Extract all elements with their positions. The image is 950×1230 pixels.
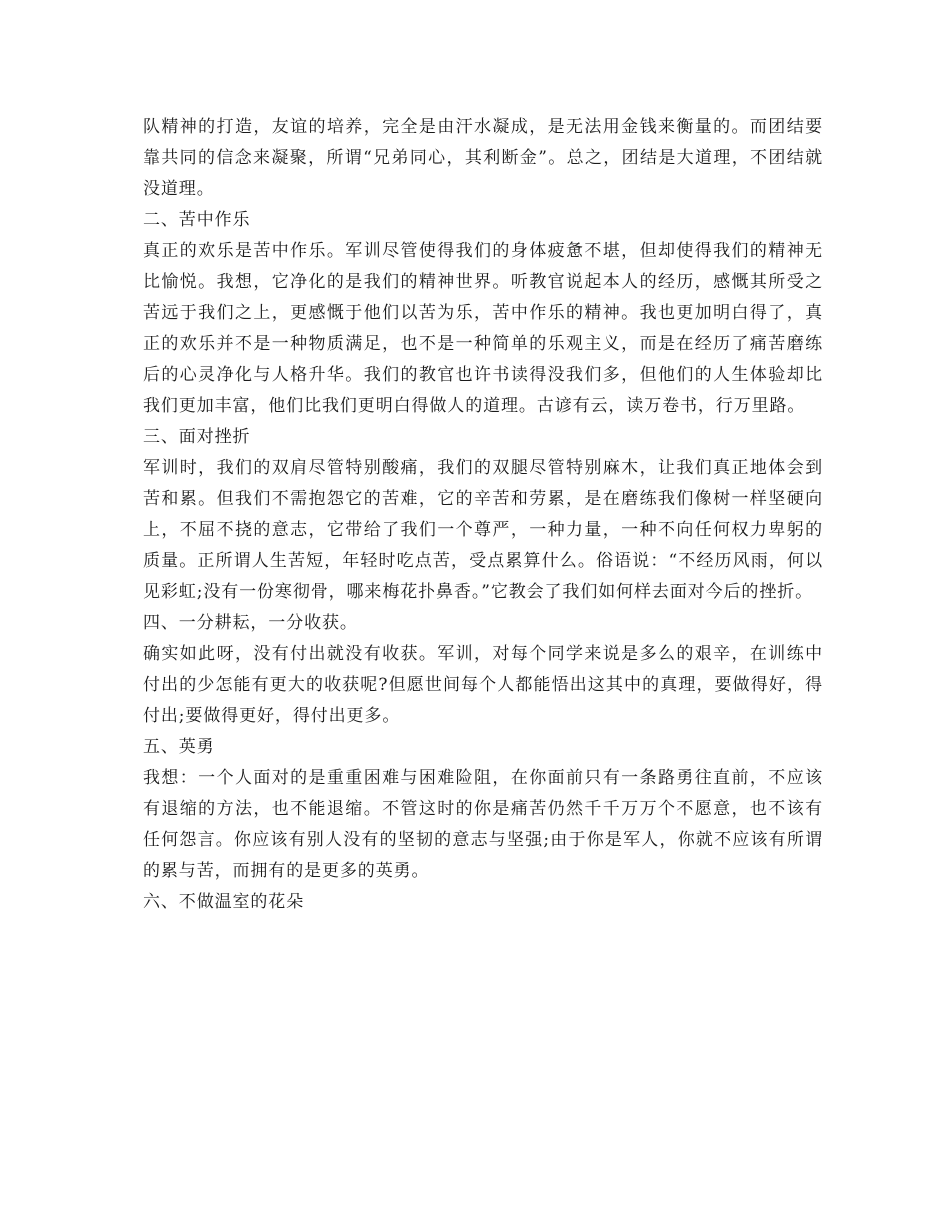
paragraph-effort-reward: 确实如此呀，没有付出就没有收获。军训，对每个同学来说是多么的艰辛，在训练中付出的少怎能有更大的收获呢?但愿世间每个人都能悟出这其中的真理，要做得好，得付出;要做得更好，得付出更多。 — [143, 644, 823, 726]
section-heading-2: 二、苦中作乐 — [143, 210, 251, 230]
section-heading-6: 六、不做温室的花朵 — [143, 892, 305, 912]
section-heading-3: 三、面对挫折 — [143, 427, 251, 447]
section-heading-4: 四、一分耕耘，一分收获。 — [143, 613, 358, 633]
paragraph-bravery: 我想：一个人面对的是重重困难与困难险阻，在你面前只有一条路勇往直前，不应该有退缩的方法，也不能退缩。不管这时的你是痛苦仍然千千万万个不愿意，也不该有任何怨言。你应该有别人没有的坚韧的意志与坚强;由于你是军人，你就不应该有所谓的累与苦，而拥有的是更多的英勇。 — [143, 768, 823, 881]
section-heading-5: 五、英勇 — [143, 737, 215, 757]
paragraph-teamwork-end: 队精神的打造，友谊的培养，完全是由汗水凝成，是无法用金钱来衡量的。而团结要靠共同的信念来凝聚，所谓“兄弟同心，其利断金”。总之，团结是大道理，不团结就没道理。 — [143, 117, 823, 199]
paragraph-joy-in-hardship: 真正的欢乐是苦中作乐。军训尽管使得我们的身体疲惫不堪，但却使得我们的精神无比愉悦。我想，它净化的是我们的精神世界。听教官说起本人的经历，感慨其所受之苦远于我们之上，更感慨于他们以苦为乐，苦中作乐的精神。我也更加明白得了，真正的欢乐并不是一种物质满足，也不是一种简单的乐观主义，而是在经历了痛苦磨练后的心灵净化与人格升华。我们的教官也许书读得没我们多，但他们的人生体验却比我们更加丰富，他们比我们更明白得做人的道理。古谚有云，读万卷书，行万里路。 — [143, 241, 823, 416]
document-page — [143, 112, 823, 918]
paragraph-facing-setbacks: 军训时，我们的双肩尽管特别酸痛，我们的双腿尽管特别麻木，让我们真正地体会到苦和累。但我们不需抱怨它的苦难，它的辛苦和劳累，是在磨练我们像树一样坚硬向上，不屈不挠的意志，它带给了我们一个尊严，一种力量，一种不向任何权力卑躬的质量。正所谓人生苦短，年轻时吃点苦，受点累算什么。俗语说：“不经历风雨，何以见彩虹;没有一份寒彻骨，哪来梅花扑鼻香。”它教会了我们如何样去面对今后的挫折。 — [143, 458, 823, 602]
